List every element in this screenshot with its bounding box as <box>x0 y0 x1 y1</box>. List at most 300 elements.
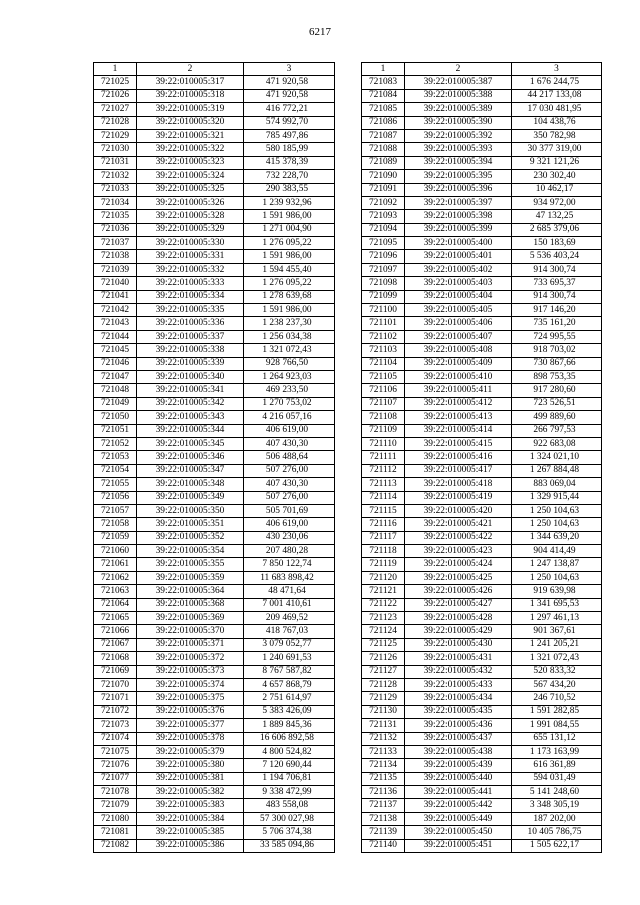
table-row <box>362 571 602 584</box>
row-number-cell: 721030 <box>94 143 137 156</box>
value-cell: 1 241 205,21 <box>512 638 602 651</box>
row-number-cell: 721139 <box>362 826 405 839</box>
table-row <box>94 478 335 491</box>
table-row <box>94 786 335 799</box>
cadastral-number-cell: 39:22:010005:321 <box>137 129 244 142</box>
row-number-cell: 721075 <box>94 745 137 758</box>
table-row <box>362 143 602 156</box>
table-row <box>94 812 335 825</box>
table-row <box>362 826 602 839</box>
row-number-cell: 721039 <box>94 263 137 276</box>
cadastral-number-cell: 39:22:010005:419 <box>405 491 512 504</box>
value-cell: 8 767 587,82 <box>244 665 335 678</box>
table-row <box>94 250 335 263</box>
cadastral-number-cell: 39:22:010005:348 <box>137 478 244 491</box>
row-number-cell: 721077 <box>94 772 137 785</box>
cadastral-number-cell: 39:22:010005:392 <box>405 129 512 142</box>
cadastral-number-cell: 39:22:010005:359 <box>137 571 244 584</box>
table-row <box>362 103 602 116</box>
cadastral-number-cell: 39:22:010005:415 <box>405 437 512 450</box>
value-cell: 7 850 122,74 <box>244 558 335 571</box>
value-cell: 914 300,74 <box>512 263 602 276</box>
value-cell: 732 228,70 <box>244 170 335 183</box>
row-number-cell: 721035 <box>94 210 137 223</box>
table-row <box>94 397 335 410</box>
table-row <box>94 665 335 678</box>
row-number-cell: 721070 <box>94 678 137 691</box>
cadastral-number-cell: 39:22:010005:396 <box>405 183 512 196</box>
table-row <box>94 370 335 383</box>
table-row <box>362 638 602 651</box>
table-row <box>362 451 602 464</box>
table-row <box>94 585 335 598</box>
table-row <box>362 692 602 705</box>
value-cell: 407 430,30 <box>244 437 335 450</box>
value-cell: 9 338 472,99 <box>244 786 335 799</box>
value-cell: 1 297 461,13 <box>512 612 602 625</box>
row-number-cell: 721027 <box>94 103 137 116</box>
value-cell: 3 079 052,77 <box>244 638 335 651</box>
row-number-cell: 721128 <box>362 678 405 691</box>
value-cell: 1 889 845,36 <box>244 719 335 732</box>
value-cell: 1 591 986,00 <box>244 250 335 263</box>
row-number-cell: 721063 <box>94 585 137 598</box>
table-row <box>362 732 602 745</box>
cadastral-number-cell: 39:22:010005:372 <box>137 652 244 665</box>
cadastral-number-cell: 39:22:010005:385 <box>137 826 244 839</box>
row-number-cell: 721123 <box>362 612 405 625</box>
cadastral-number-cell: 39:22:010005:375 <box>137 692 244 705</box>
table-row <box>362 223 602 236</box>
cadastral-number-cell: 39:22:010005:397 <box>405 196 512 209</box>
cadastral-number-cell: 39:22:010005:347 <box>137 464 244 477</box>
value-cell: 33 585 094,86 <box>244 839 335 852</box>
cadastral-number-cell: 39:22:010005:371 <box>137 638 244 651</box>
table-row <box>94 290 335 303</box>
table-row <box>94 558 335 571</box>
value-cell: 883 069,04 <box>512 478 602 491</box>
cadastral-number-cell: 39:22:010005:352 <box>137 531 244 544</box>
value-cell: 1 276 095,22 <box>244 237 335 250</box>
cadastral-number-cell: 39:22:010005:407 <box>405 330 512 343</box>
value-cell: 1 267 884,48 <box>512 464 602 477</box>
row-number-cell: 721052 <box>94 437 137 450</box>
table-row <box>362 518 602 531</box>
value-cell: 1 194 706,81 <box>244 772 335 785</box>
row-number-cell: 721054 <box>94 464 137 477</box>
row-number-cell: 721069 <box>94 665 137 678</box>
value-cell: 4 657 868,79 <box>244 678 335 691</box>
cadastral-number-cell: 39:22:010005:326 <box>137 196 244 209</box>
table-row <box>362 812 602 825</box>
value-cell: 44 217 133,08 <box>512 89 602 102</box>
value-cell: 48 471,64 <box>244 585 335 598</box>
value-cell: 898 753,35 <box>512 370 602 383</box>
table-row <box>362 183 602 196</box>
value-cell: 914 300,74 <box>512 290 602 303</box>
cadastral-number-cell: 39:22:010005:414 <box>405 424 512 437</box>
cadastral-number-cell: 39:22:010005:449 <box>405 812 512 825</box>
cadastral-number-cell: 39:22:010005:337 <box>137 330 244 343</box>
value-cell: 918 703,02 <box>512 344 602 357</box>
row-number-cell: 721064 <box>94 598 137 611</box>
cadastral-number-cell: 39:22:010005:341 <box>137 384 244 397</box>
value-cell: 1 264 923,03 <box>244 370 335 383</box>
left-table-body <box>94 76 335 853</box>
value-cell: 104 438,76 <box>512 116 602 129</box>
cadastral-number-cell: 39:22:010005:412 <box>405 397 512 410</box>
cadastral-number-cell: 39:22:010005:421 <box>405 518 512 531</box>
value-cell: 917 146,20 <box>512 304 602 317</box>
value-cell: 1 250 104,63 <box>512 518 602 531</box>
value-cell: 266 797,53 <box>512 424 602 437</box>
row-number-cell: 721026 <box>94 89 137 102</box>
row-number-cell: 721072 <box>94 705 137 718</box>
row-number-cell: 721103 <box>362 344 405 357</box>
cadastral-number-cell: 39:22:010005:349 <box>137 491 244 504</box>
cadastral-number-cell: 39:22:010005:351 <box>137 518 244 531</box>
row-number-cell: 721124 <box>362 625 405 638</box>
row-number-cell: 721129 <box>362 692 405 705</box>
row-number-cell: 721048 <box>94 384 137 397</box>
value-cell: 1 239 932,96 <box>244 196 335 209</box>
table-row <box>94 424 335 437</box>
cadastral-number-cell: 39:22:010005:433 <box>405 678 512 691</box>
column-header: 2 <box>137 63 244 76</box>
value-cell: 904 414,49 <box>512 545 602 558</box>
table-row <box>362 545 602 558</box>
row-number-cell: 721116 <box>362 518 405 531</box>
value-cell: 901 367,61 <box>512 625 602 638</box>
cadastral-number-cell: 39:22:010005:334 <box>137 290 244 303</box>
row-number-cell: 721112 <box>362 464 405 477</box>
table-row <box>94 826 335 839</box>
row-number-cell: 721110 <box>362 437 405 450</box>
cadastral-number-cell: 39:22:010005:342 <box>137 397 244 410</box>
value-cell: 785 497,86 <box>244 129 335 142</box>
value-cell: 57 300 027,98 <box>244 812 335 825</box>
row-number-cell: 721104 <box>362 357 405 370</box>
row-number-cell: 721122 <box>362 598 405 611</box>
row-number-cell: 721106 <box>362 384 405 397</box>
cadastral-number-cell: 39:22:010005:332 <box>137 263 244 276</box>
cadastral-number-cell: 39:22:010005:322 <box>137 143 244 156</box>
value-cell: 1 505 622,17 <box>512 839 602 852</box>
value-cell: 150 183,69 <box>512 237 602 250</box>
cadastral-number-cell: 39:22:010005:394 <box>405 156 512 169</box>
row-number-cell: 721134 <box>362 759 405 772</box>
table-row <box>94 304 335 317</box>
row-number-cell: 721061 <box>94 558 137 571</box>
value-cell: 7 120 690,44 <box>244 759 335 772</box>
row-number-cell: 721045 <box>94 344 137 357</box>
row-number-cell: 721059 <box>94 531 137 544</box>
table-row <box>94 571 335 584</box>
table-row <box>362 585 602 598</box>
table-row <box>362 799 602 812</box>
cadastral-number-cell: 39:22:010005:368 <box>137 598 244 611</box>
cadastral-number-cell: 39:22:010005:386 <box>137 839 244 852</box>
row-number-cell: 721108 <box>362 411 405 424</box>
table-row <box>94 344 335 357</box>
value-cell: 928 766,50 <box>244 357 335 370</box>
row-number-cell: 721081 <box>94 826 137 839</box>
column-header: 1 <box>362 63 405 76</box>
table-row <box>362 612 602 625</box>
table-row <box>362 478 602 491</box>
row-number-cell: 721068 <box>94 652 137 665</box>
table-row <box>362 665 602 678</box>
value-cell: 730 867,66 <box>512 357 602 370</box>
value-cell: 919 639,98 <box>512 585 602 598</box>
cadastral-number-cell: 39:22:010005:429 <box>405 625 512 638</box>
row-number-cell: 721105 <box>362 370 405 383</box>
table-row <box>362 116 602 129</box>
value-cell: 483 558,08 <box>244 799 335 812</box>
cadastral-number-cell: 39:22:010005:434 <box>405 692 512 705</box>
table-row <box>94 464 335 477</box>
row-number-cell: 721058 <box>94 518 137 531</box>
row-number-cell: 721098 <box>362 277 405 290</box>
table-row <box>94 692 335 705</box>
row-number-cell: 721090 <box>362 170 405 183</box>
value-cell: 1 591 282,85 <box>512 705 602 718</box>
row-number-cell: 721097 <box>362 263 405 276</box>
table-row <box>362 370 602 383</box>
value-cell: 567 434,20 <box>512 678 602 691</box>
table-row <box>362 397 602 410</box>
row-number-cell: 721073 <box>94 719 137 732</box>
row-number-cell: 721094 <box>362 223 405 236</box>
table-row <box>362 196 602 209</box>
cadastral-number-cell: 39:22:010005:395 <box>405 170 512 183</box>
cadastral-number-cell: 39:22:010005:384 <box>137 812 244 825</box>
table-row <box>94 491 335 504</box>
cadastral-number-cell: 39:22:010005:435 <box>405 705 512 718</box>
row-number-cell: 721101 <box>362 317 405 330</box>
value-cell: 655 131,12 <box>512 732 602 745</box>
table-row <box>362 156 602 169</box>
table-row <box>94 103 335 116</box>
cadastral-number-cell: 39:22:010005:333 <box>137 277 244 290</box>
value-cell: 1 256 034,38 <box>244 330 335 343</box>
table-row <box>94 652 335 665</box>
row-number-cell: 721113 <box>362 478 405 491</box>
table-row <box>362 330 602 343</box>
value-cell: 1 591 986,00 <box>244 304 335 317</box>
cadastral-number-cell: 39:22:010005:409 <box>405 357 512 370</box>
cadastral-number-cell: 39:22:010005:331 <box>137 250 244 263</box>
value-cell: 1 270 753,02 <box>244 397 335 410</box>
row-number-cell: 721107 <box>362 397 405 410</box>
table-row <box>94 357 335 370</box>
value-cell: 505 701,69 <box>244 504 335 517</box>
column-header: 3 <box>512 63 602 76</box>
value-cell: 5 383 426,09 <box>244 705 335 718</box>
cadastral-number-cell: 39:22:010005:422 <box>405 531 512 544</box>
cadastral-number-cell: 39:22:010005:378 <box>137 732 244 745</box>
value-cell: 471 920,58 <box>244 89 335 102</box>
cadastral-number-cell: 39:22:010005:428 <box>405 612 512 625</box>
table-row <box>94 437 335 450</box>
table-row <box>94 504 335 517</box>
row-number-cell: 721092 <box>362 196 405 209</box>
row-number-cell: 721132 <box>362 732 405 745</box>
cadastral-number-cell: 39:22:010005:403 <box>405 277 512 290</box>
row-number-cell: 721099 <box>362 290 405 303</box>
table-row <box>94 183 335 196</box>
value-cell: 187 202,00 <box>512 812 602 825</box>
table-row <box>362 129 602 142</box>
row-number-cell: 721131 <box>362 719 405 732</box>
row-number-cell: 721126 <box>362 652 405 665</box>
cadastral-number-cell: 39:22:010005:374 <box>137 678 244 691</box>
value-cell: 520 833,32 <box>512 665 602 678</box>
row-number-cell: 721038 <box>94 250 137 263</box>
value-cell: 5 706 374,38 <box>244 826 335 839</box>
row-number-cell: 721049 <box>94 397 137 410</box>
row-number-cell: 721040 <box>94 277 137 290</box>
value-cell: 3 348 305,19 <box>512 799 602 812</box>
cadastral-number-cell: 39:22:010005:393 <box>405 143 512 156</box>
value-cell: 1 276 095,22 <box>244 277 335 290</box>
value-cell: 2 751 614,97 <box>244 692 335 705</box>
table-header-row <box>362 63 602 76</box>
row-number-cell: 721086 <box>362 116 405 129</box>
cadastral-number-cell: 39:22:010005:343 <box>137 411 244 424</box>
table-row <box>94 210 335 223</box>
value-cell: 1 321 072,43 <box>512 652 602 665</box>
table-row <box>362 411 602 424</box>
row-number-cell: 721133 <box>362 745 405 758</box>
right-table <box>361 62 602 853</box>
row-number-cell: 721096 <box>362 250 405 263</box>
table-row <box>362 786 602 799</box>
cadastral-number-cell: 39:22:010005:405 <box>405 304 512 317</box>
table-row <box>94 772 335 785</box>
cadastral-number-cell: 39:22:010005:418 <box>405 478 512 491</box>
table-row <box>94 799 335 812</box>
row-number-cell: 721074 <box>94 732 137 745</box>
cadastral-number-cell: 39:22:010005:323 <box>137 156 244 169</box>
table-row <box>94 518 335 531</box>
table-row <box>94 531 335 544</box>
value-cell: 418 767,03 <box>244 625 335 638</box>
row-number-cell: 721037 <box>94 237 137 250</box>
cadastral-number-cell: 39:22:010005:324 <box>137 170 244 183</box>
value-cell: 47 132,25 <box>512 210 602 223</box>
table-row <box>362 170 602 183</box>
row-number-cell: 721060 <box>94 545 137 558</box>
row-number-cell: 721076 <box>94 759 137 772</box>
cadastral-number-cell: 39:22:010005:416 <box>405 451 512 464</box>
table-row <box>94 705 335 718</box>
value-cell: 4 216 057,16 <box>244 411 335 424</box>
cadastral-number-cell: 39:22:010005:424 <box>405 558 512 571</box>
row-number-cell: 721080 <box>94 812 137 825</box>
table-row <box>94 129 335 142</box>
cadastral-number-cell: 39:22:010005:369 <box>137 612 244 625</box>
row-number-cell: 721042 <box>94 304 137 317</box>
value-cell: 1 271 004,90 <box>244 223 335 236</box>
row-number-cell: 721119 <box>362 558 405 571</box>
row-number-cell: 721029 <box>94 129 137 142</box>
cadastral-number-cell: 39:22:010005:413 <box>405 411 512 424</box>
value-cell: 934 972,00 <box>512 196 602 209</box>
table-row <box>94 545 335 558</box>
row-number-cell: 721041 <box>94 290 137 303</box>
row-number-cell: 721055 <box>94 478 137 491</box>
value-cell: 917 280,60 <box>512 384 602 397</box>
row-number-cell: 721095 <box>362 237 405 250</box>
value-cell: 406 619,00 <box>244 424 335 437</box>
table-row <box>362 210 602 223</box>
row-number-cell: 721091 <box>362 183 405 196</box>
table-row <box>362 464 602 477</box>
cadastral-number-cell: 39:22:010005:390 <box>405 116 512 129</box>
value-cell: 616 361,89 <box>512 759 602 772</box>
cadastral-number-cell: 39:22:010005:380 <box>137 759 244 772</box>
row-number-cell: 721083 <box>362 76 405 89</box>
cadastral-number-cell: 39:22:010005:423 <box>405 545 512 558</box>
table-row <box>362 317 602 330</box>
page-number: 6217 <box>309 26 331 38</box>
value-cell: 594 031,49 <box>512 772 602 785</box>
value-cell: 17 030 481,95 <box>512 103 602 116</box>
cadastral-number-cell: 39:22:010005:439 <box>405 759 512 772</box>
cadastral-number-cell: 39:22:010005:400 <box>405 237 512 250</box>
table-row <box>362 384 602 397</box>
row-number-cell: 721137 <box>362 799 405 812</box>
value-cell: 1 238 237,30 <box>244 317 335 330</box>
row-number-cell: 721109 <box>362 424 405 437</box>
cadastral-number-cell: 39:22:010005:344 <box>137 424 244 437</box>
value-cell: 1 278 639,68 <box>244 290 335 303</box>
row-number-cell: 721127 <box>362 665 405 678</box>
table-row <box>362 357 602 370</box>
table-row <box>94 223 335 236</box>
row-number-cell: 721085 <box>362 103 405 116</box>
value-cell: 1 329 915,44 <box>512 491 602 504</box>
cadastral-number-cell: 39:22:010005:389 <box>405 103 512 116</box>
row-number-cell: 721082 <box>94 839 137 852</box>
value-cell: 416 772,21 <box>244 103 335 116</box>
row-number-cell: 721140 <box>362 839 405 852</box>
row-number-cell: 721115 <box>362 504 405 517</box>
value-cell: 1 240 691,53 <box>244 652 335 665</box>
row-number-cell: 721111 <box>362 451 405 464</box>
value-cell: 469 233,50 <box>244 384 335 397</box>
right-table-body <box>362 76 602 853</box>
cadastral-number-cell: 39:22:010005:355 <box>137 558 244 571</box>
row-number-cell: 721047 <box>94 370 137 383</box>
value-cell: 30 377 319,00 <box>512 143 602 156</box>
value-cell: 506 488,64 <box>244 451 335 464</box>
table-row <box>362 89 602 102</box>
cadastral-number-cell: 39:22:010005:340 <box>137 370 244 383</box>
table-row <box>362 250 602 263</box>
table-row <box>362 531 602 544</box>
row-number-cell: 721125 <box>362 638 405 651</box>
table-row <box>362 304 602 317</box>
table-row <box>362 558 602 571</box>
cadastral-number-cell: 39:22:010005:370 <box>137 625 244 638</box>
table-row <box>362 344 602 357</box>
table-row <box>362 625 602 638</box>
value-cell: 574 992,70 <box>244 116 335 129</box>
row-number-cell: 721056 <box>94 491 137 504</box>
row-number-cell: 721050 <box>94 411 137 424</box>
